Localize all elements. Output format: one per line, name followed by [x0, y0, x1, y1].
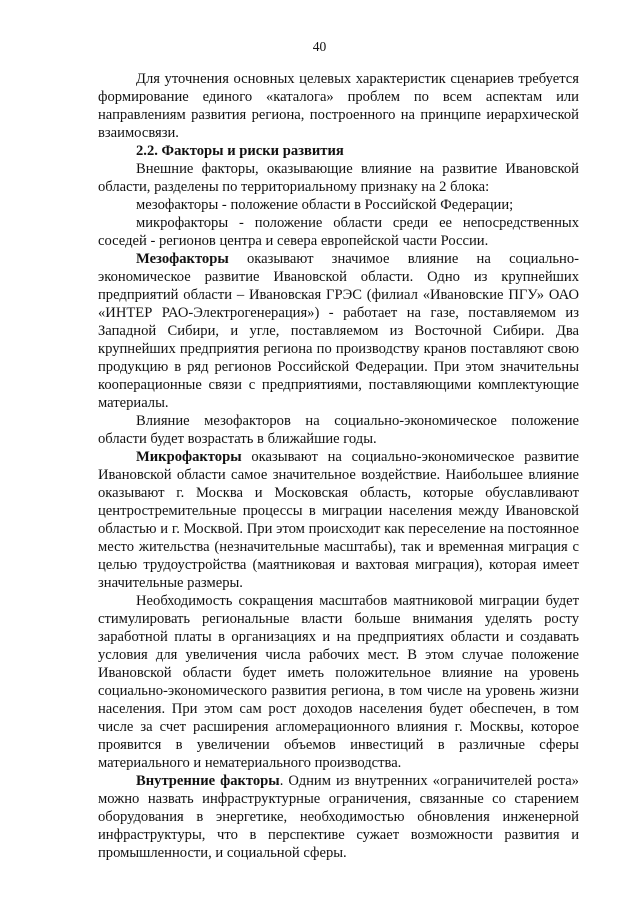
term-internal-factors: Внутренние факторы — [136, 773, 280, 789]
paragraph-microfactors-definition: микрофакторы - положение области среди ее непосредственных соседей - регионов центра и севера европейской части России. — [98, 215, 579, 249]
paragraph-microfactors-text: оказывают на социально-экономическое развитие Ивановской области самое значительное воздействие. Наибольшее влияние оказывают г. Москва и Московская область, которые обуславливают центростремительные процессы в миграции населения между Ивановской областью и г. Москвой. При этом происходит как переселение на постоянное место жительства (незначительные масштабы), так и временная миграция с целью трудоустройства (маятниковая и вахтовая миграция), которая имеет значительные размеры. — [98, 449, 579, 591]
document-body — [98, 70, 579, 862]
paragraph-microfactors — [98, 448, 579, 592]
section-heading: 2.2. Факторы и риски развития — [136, 143, 344, 159]
page-number: 40 — [312, 39, 327, 54]
term-microfactors: Микрофакторы — [136, 449, 242, 465]
paragraph-internal-factors-text: . Одним из внутренних «ограничителей роста» можно назвать инфраструктурные ограничения, связанные со старением оборудования в энергетике, необходимостью обновления инженерной инфраструктуры, что в перспективе сужает возможности развития и промышленности, и социальной сферы. — [98, 773, 579, 861]
paragraph-mesofactors-influence: Влияние мезофакторов на социально-экономическое положение области будет возрастать в ближайшие годы. — [98, 413, 579, 447]
paragraph-external-factors: Внешние факторы, оказывающие влияние на развитие Ивановской области, разделены по территориальному признаку на 2 блока: — [98, 161, 579, 195]
paragraph-mesofactors-definition: мезофакторы - положение области в Российской Федерации; — [136, 197, 514, 213]
paragraph-mesofactors-text: оказывают значимое влияние на социально-экономическое развитие Ивановской области. Одно из крупнейших предприятий области – Ивановская ГРЭС (филиал «Ивановские ПГУ» ОАО «ИНТЕР РАО-Электрогенерация») - работает на газе, поставляемом из Западной Сибири, и угле, поставляемом из Восточной Сибири. Два крупнейших предприятия региона по производству кранов поставляют свою продукцию в ряд регионов Российской Федерации. При этом значительны кооперационные связи с предприятиями, поставляющими комплектующие материалы. — [98, 251, 579, 411]
paragraph-migration: Необходимость сокращения масштабов маятниковой миграции будет стимулировать региональные власти больше внимания уделять росту заработной платы в организациях и на предприятиях области и создавать условия для увеличения числа рабочих мест. В этом случае положение Ивановской области будет иметь положительное влияние на уровень социально-экономического развития региона, в том числе на уровень жизни населения. При этом сам рост доходов населения будет обеспечен, в том числе за счет расширения агломерационного влияния г. Москвы, которое проявится в увеличении объемов инвестиций в различные сферы материального и нематериального производства. — [98, 593, 579, 771]
paragraph-mesofactors — [98, 250, 579, 412]
paragraph-catalog: Для уточнения основных целевых характеристик сценариев требуется формирование единого «каталога» проблем по всем аспектам или направлениям развития региона, построенного на принципе иерархической взаимосвязи. — [98, 71, 579, 141]
paragraph-internal-factors — [98, 772, 579, 862]
term-mesofactors: Мезофакторы — [136, 251, 229, 267]
